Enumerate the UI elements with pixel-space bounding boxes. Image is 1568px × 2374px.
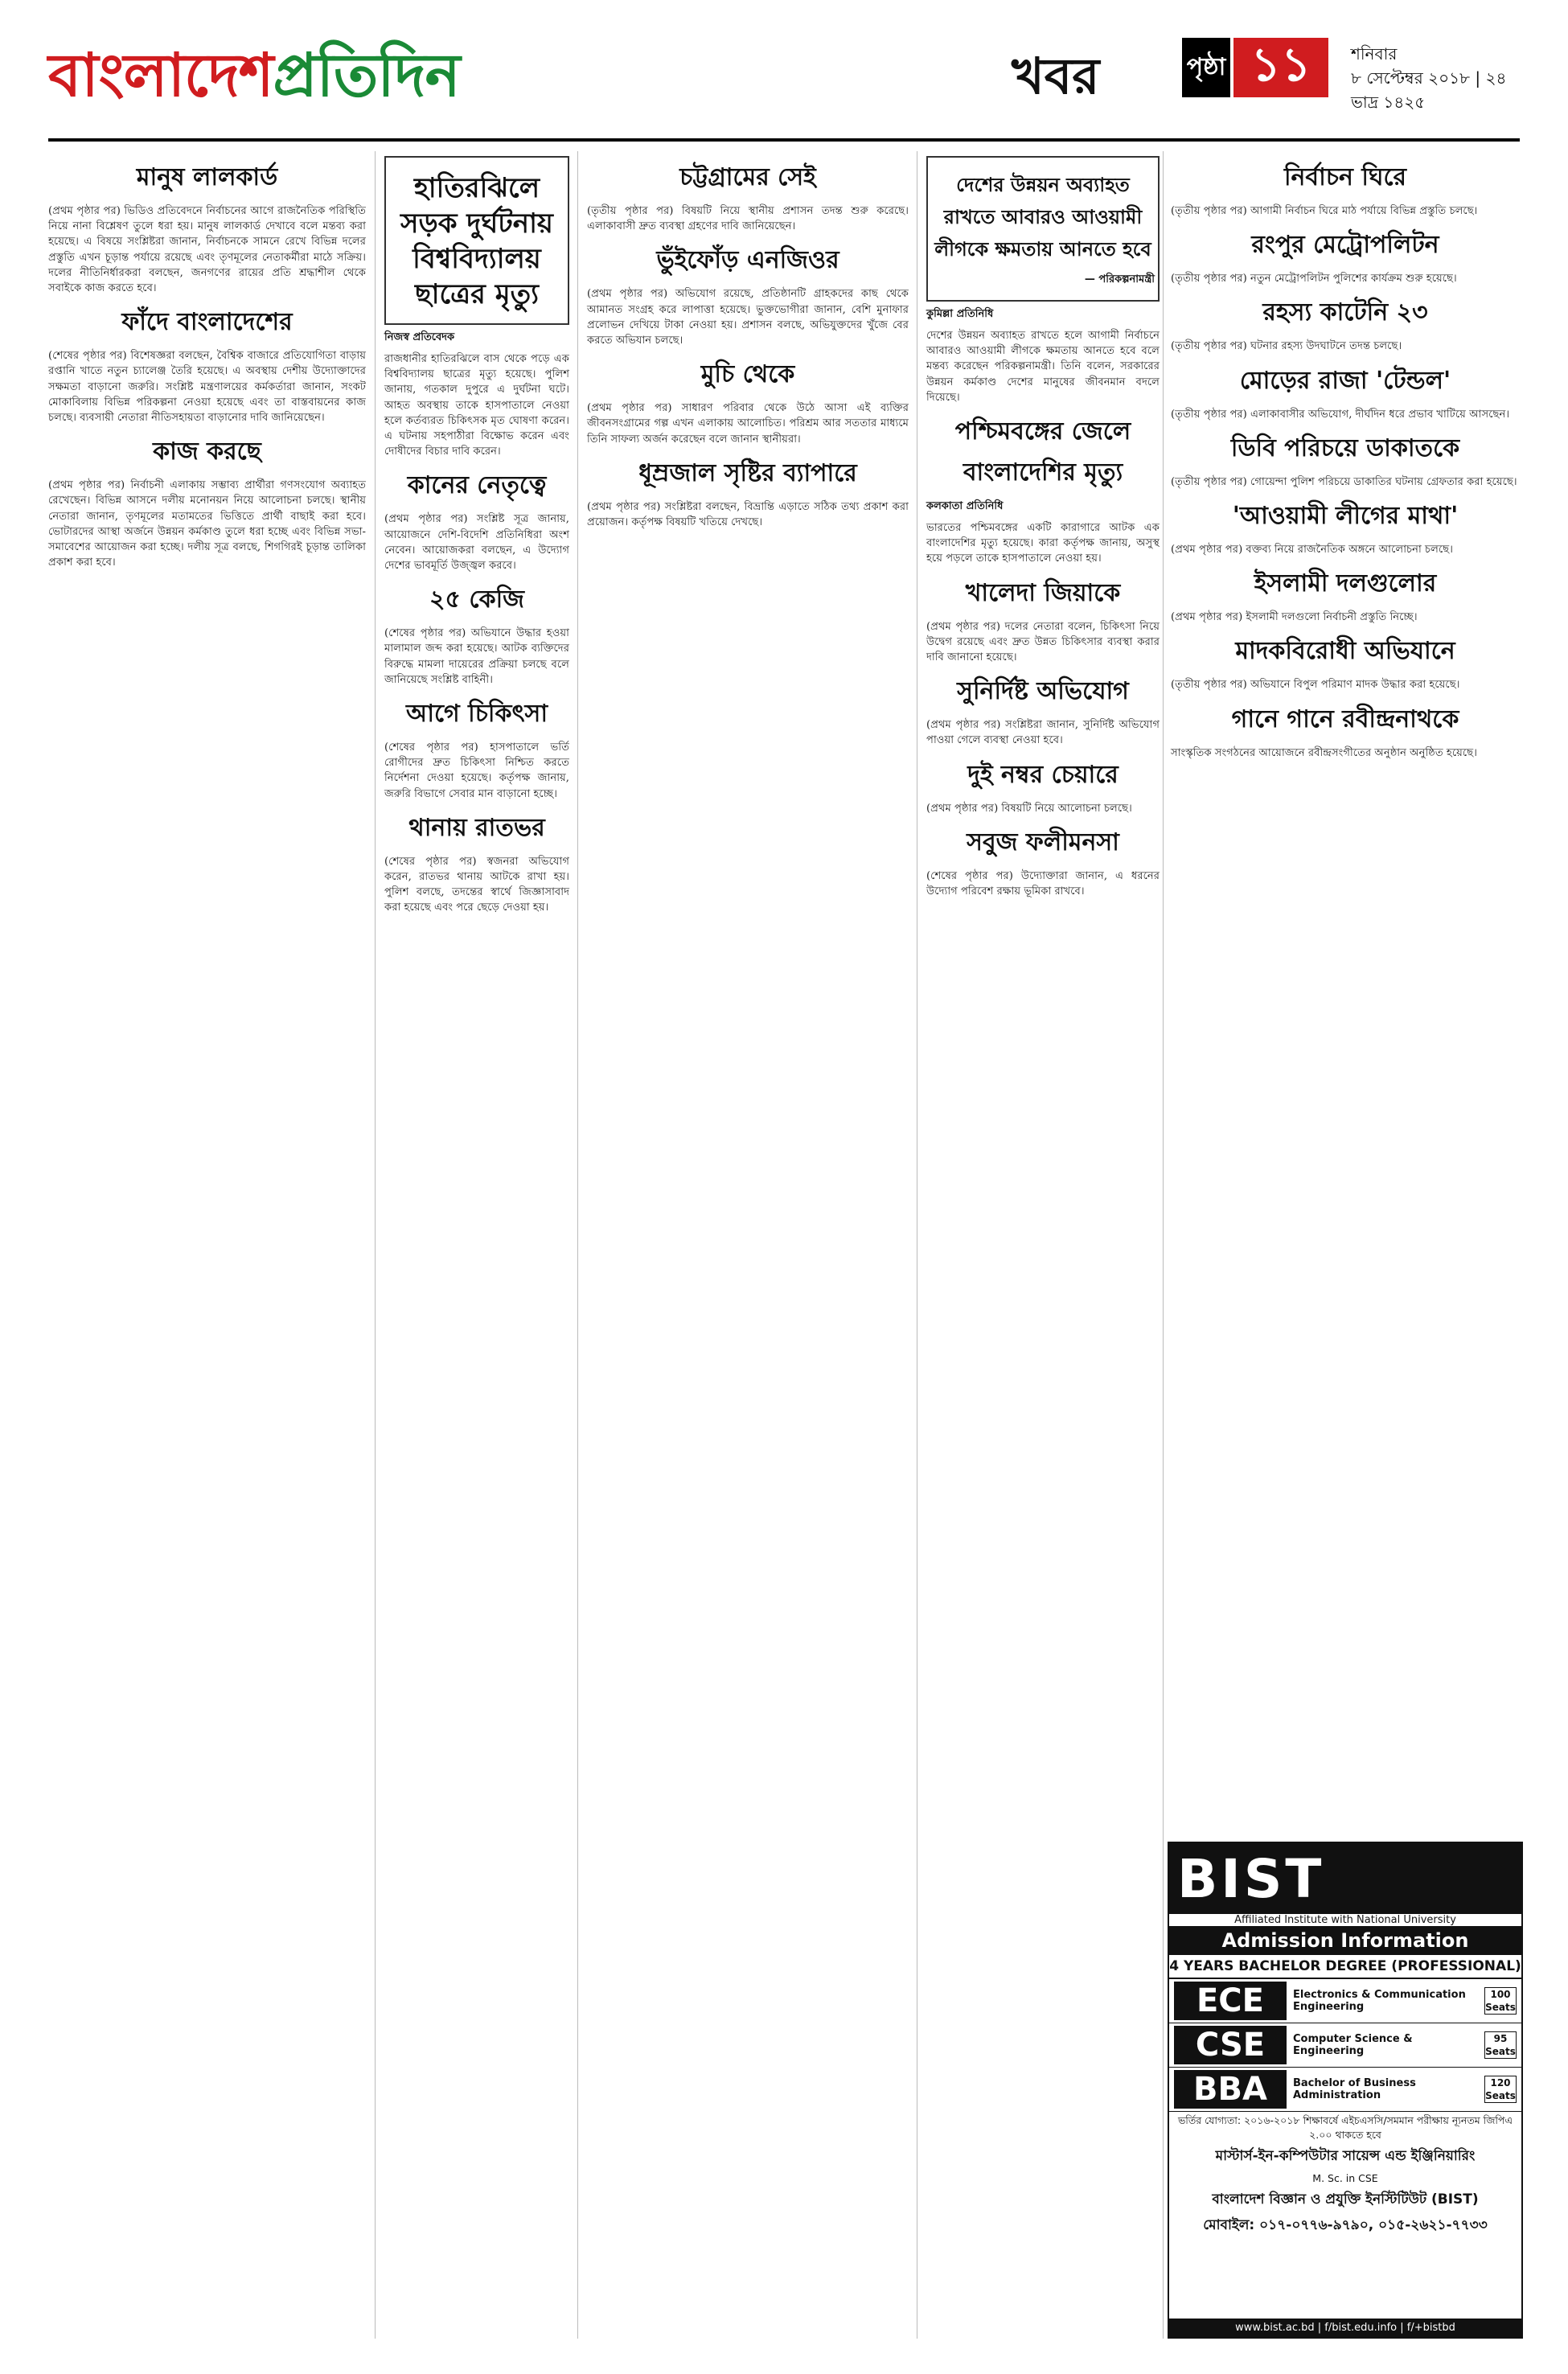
headline[interactable]: রংপুর মেট্রোপলিটন: [1251, 231, 1439, 260]
article-text: (শেষের পৃষ্ঠার পর) অভিযানে উদ্ধার হওয়া মালামাল জব্দ করা হয়েছে। আটক ব্যক্তিদের বিরুদ্ধে মামলা দায়েরের প্রক্রিয়া চলছে বলে জানিয়েছে সংশ্লিষ্ট বাহিনী।: [384, 627, 569, 686]
article-text: (প্রথম পৃষ্ঠার পর) সংশ্লিষ্টরা বলছেন, বিভ্রান্তি এড়াতে সঠিক তথ্য প্রকাশ করা প্রয়োজন। কর্তৃপক্ষ বিষয়টি খতিয়ে দেখছে।: [587, 500, 909, 529]
headline[interactable]: ফাঁদে বাংলাদেশের: [121, 308, 293, 337]
page-label: পৃষ্ঠা: [1182, 38, 1230, 97]
newspaper-logo[interactable]: [48, 31, 460, 129]
column-divider: [375, 151, 376, 2339]
article-text: (তৃতীয় পৃষ্ঠার পর) এলাকাবাসীর অভিযোগ, দীর্ঘদিন ধরে প্রভাব খাটিয়ে আসছেন।: [1171, 408, 1510, 421]
program-row: [1169, 2068, 1521, 2112]
program-row: [1169, 2023, 1521, 2068]
ad-eligibility-note: ভর্তির যোগ্যতা: ২০১৬-২০১৮ শিক্ষাবর্ষে এইচএসসি/সমমান পরীক্ষায় ন্যূনতম জিপিএ ২.০০ থাকতে হবে: [1177, 2114, 1513, 2141]
column-2: [384, 151, 569, 921]
article-text: (প্রথম পৃষ্ঠার পর) বিষয়টি নিয়ে আলোচনা চলছে।: [926, 802, 1132, 815]
program-name: Computer Science & Engineering: [1293, 2033, 1413, 2057]
column-1: [48, 151, 366, 575]
bist-advertisement[interactable]: [1168, 1842, 1523, 2339]
headline[interactable]: সবুজ ফলীমনসা: [967, 828, 1119, 856]
article-text: রাজধানীর হাতিরঝিলে বাস থেকে পড়ে এক বিশ্ববিদ্যালয় ছাত্রের মৃত্যু হয়েছে। পুলিশ জানায়, গতকাল দুপুরে এ দুর্ঘটনা ঘটে। আহত অবস্থায় তাকে হাসপাতালে নেওয়া হলে কর্তব্যরত চিকিৎসক মৃত ঘোষণা করেন। এ ঘটনায় সহপাঠীরা বিক্ষোভ করেন এবং দোষীদের বিচার দাবি করেন।: [384, 353, 569, 458]
masthead-rule: [48, 138, 1520, 142]
article-text: (শেষের পৃষ্ঠার পর) স্বজনরা অভিযোগ করেন, রাতভর থানায় আটকে রাখা হয়। পুলিশ বলছে, তদন্তের স্বার্থে জিজ্ঞাসাবাদ করা হয়েছে এবং পরে ছেড়ে দেওয়া হয়।: [384, 855, 569, 914]
ad-admission-title: Admission Information: [1169, 1926, 1521, 1955]
headline[interactable]: 'আওয়ামী লীগের মাথা': [1232, 502, 1459, 531]
logo-part-1: বাংলাদেশ: [48, 41, 273, 110]
article-text: (প্রথম পৃষ্ঠার পর) সংশ্লিষ্টরা জানান, সুনির্দিষ্ট অভিযোগ পাওয়া গেলে ব্যবস্থা নেওয়া হবে।: [926, 719, 1160, 747]
headline[interactable]: ২৫ কেজি: [429, 585, 524, 614]
headline[interactable]: কানের নেতৃত্বে: [407, 471, 547, 500]
headline[interactable]: গানে গানে রবীন্দ্রনাথকে: [1231, 704, 1459, 733]
section-title: খবর: [1012, 47, 1100, 105]
bist-logo: BIST: [1177, 1847, 1325, 1910]
article-text: (তৃতীয় পৃষ্ঠার পর) আগামী নির্বাচন ঘিরে মাঠ পর্যায়ে বিভিন্ন প্রস্তুতি চলছে।: [1171, 205, 1478, 217]
headline[interactable]: থানায় রাতভর: [408, 813, 545, 842]
dateline: [1351, 42, 1520, 114]
article-text: (তৃতীয় পৃষ্ঠার পর) ঘটনার রহস্য উদঘাটনে তদন্ত চলছে।: [1171, 340, 1402, 353]
column-4: [926, 151, 1160, 904]
article-text: (প্রথম পৃষ্ঠার পর) বক্তব্য নিয়ে রাজনৈতিক অঙ্গনে আলোচনা চলছে।: [1171, 544, 1453, 557]
headline[interactable]: চট্টগ্রামের সেই: [679, 163, 816, 191]
ad-institute: বাংলাদেশ বিজ্ঞান ও প্রযুক্তি ইনস্টিটিউট (BIST): [1212, 2191, 1479, 2208]
ad-affiliation: Affiliated Institute with National University: [1234, 1914, 1456, 1926]
program-code: BBA: [1174, 2070, 1287, 2109]
column-3: [587, 151, 909, 535]
article-text: (তৃতীয় পৃষ্ঠার পর) অভিযানে বিপুল পরিমাণ মাদক উদ্ধার করা হয়েছে।: [1171, 679, 1460, 692]
headline[interactable]: পশ্চিমবঙ্গের জেলে বাংলাদেশির মৃত্যু: [954, 417, 1131, 487]
masthead: [48, 16, 1520, 137]
program-code: ECE: [1174, 1982, 1287, 2020]
page-number-box: [1182, 35, 1335, 100]
article-text: (প্রথম পৃষ্ঠার পর) নির্বাচনী এলাকায় সম্ভাব্য প্রার্থীরা গণসংযোগ অব্যাহত রেখেছেন। বিভিন্ন আসনে দলীয় মনোনয়ন নিয়ে আলোচনা চলছে। স্থানীয় নেতারা জানান, তৃণমূলের মতামতের ভিত্তিতে প্রার্থী বাছাই করা হবে। ভোটারদের আস্থা অর্জনে উন্নয়ন কর্মকাণ্ড তুলে ধরা হচ্ছে এবং বিভিন্ন সভা-সমাবেশের আয়োজন করা হচ্ছে। দলীয় সূত্র বলছে, শিগগিরই চূড়ান্ত তালিকা প্রকাশ করা হবে।: [48, 479, 366, 569]
headline[interactable]: দুই নম্বর চেয়ারে: [967, 760, 1119, 789]
headline[interactable]: সুনির্দিষ্ট অভিযোগ: [957, 677, 1129, 706]
ad-mobile: মোবাইল: ০১৭-০৭৭৬-৯৭৯০, ০১৫-২৬২১-৭৭৩৩: [1203, 2217, 1488, 2233]
headline[interactable]: নির্বাচন ঘিরে: [1283, 163, 1407, 191]
program-name: Electronics & Communication Engineering: [1293, 1989, 1466, 2013]
headline[interactable]: ধূম্রজাল সৃষ্টির ব্যাপারে: [638, 458, 857, 487]
program-seats: 95 Seats: [1485, 2033, 1516, 2057]
column-divider: [577, 151, 578, 2339]
article-text: (প্রথম পৃষ্ঠার পর) সাধারণ পরিবার থেকে উঠে আসা এই ব্যক্তির জীবনসংগ্রামের গল্প এখন এলাকায় আলোচিত। পরিশ্রম আর সততার মাধ্যমে তিনি সাফল্য অর্জন করেছেন বলে জানান স্থানীয়রা।: [587, 402, 909, 446]
column-divider: [1163, 151, 1164, 2339]
article-text: (শেষের পৃষ্ঠার পর) বিশেষজ্ঞরা বলছেন, বৈশ্বিক বাজারে প্রতিযোগিতা বাড়ায় রপ্তানি খাতে নতুন চ্যালেঞ্জ তৈরি হয়েছে। এ অবস্থায় দেশীয় উদ্যোক্তাদের সক্ষমতা বাড়ানো জরুরি। সংশ্লিষ্ট মন্ত্রণালয়ের কর্মকর্তারা জানান, সংকট মোকাবিলায় বিভিন্ন পরিকল্পনা নেওয়া হয়েছে এবং তা বাস্তবায়নের কাজ চলছে। ব্যবসায়ী নেতারা নীতিসহায়তা বাড়ানোর দাবি জানিয়েছেন।: [48, 350, 366, 425]
headline[interactable]: আগে চিকিৎসা: [405, 700, 548, 729]
headline[interactable]: মুচি থেকে: [700, 360, 795, 389]
headline-box: [384, 156, 569, 325]
dateline-place: কুমিল্লা প্রতিনিধি: [926, 308, 994, 320]
program-name: Bachelor of Business Administration: [1293, 2077, 1416, 2101]
article-text: দেশের উন্নয়ন অব্যাহত রাখতে হলে আগামী নির্বাচনে আবারও আওয়ামী লীগকে ক্ষমতায় আনতে হবে বলে মন্তব্য করেছেন পরিকল্পনামন্ত্রী। তিনি বলেন, সরকারের উন্নয়ন কর্মকাণ্ড দেশের মানুষের জীবনমান বদলে দিয়েছে।: [926, 330, 1160, 404]
ad-masters: মাস্টার্স-ইন-কম্পিউটার সায়েন্স এন্ড ইঞ্জিনিয়ারিং: [1215, 2148, 1476, 2164]
byline: নিজস্ব প্রতিবেদক: [384, 331, 455, 343]
program-seats: 100 Seats: [1485, 1989, 1516, 2013]
headline[interactable]: দেশের উন্নয়ন অব্যাহত রাখতে আবারও আওয়ামী লীগকে ক্ষমতায় আনতে হবে: [934, 174, 1151, 261]
article-text: (তৃতীয় পৃষ্ঠার পর) বিষয়টি নিয়ে স্থানীয় প্রশাসন তদন্ত শুরু করেছে। এলাকাবাসী দ্রুত ব্যবস্থা গ্রহণের দাবি জানিয়েছেন।: [587, 205, 909, 233]
ad-msc: M. Sc. in CSE: [1312, 2172, 1378, 2184]
headline[interactable]: রহস্য কাটেনি ২৩: [1262, 298, 1428, 327]
article-text: (প্রথম পৃষ্ঠার পর) ইসলামী দলগুলো নির্বাচনী প্রস্তুতি নিচ্ছে।: [1171, 611, 1418, 624]
headline[interactable]: মাদকবিরোধী অভিযানে: [1235, 637, 1455, 666]
headline[interactable]: ভুঁইফোঁড় এনজিওর: [656, 246, 839, 275]
article-text: (শেষের পৃষ্ঠার পর) উদ্যোক্তারা জানান, এ ধরনের উদ্যোগ পরিবেশ রক্ষায় ভূমিকা রাখবে।: [926, 869, 1160, 898]
headline[interactable]: খালেদা জিয়াকে: [965, 578, 1121, 607]
headline[interactable]: কাজ করছে: [153, 437, 261, 466]
day-label: শনিবার: [1351, 44, 1398, 64]
byline: — পরিকল্পনামন্ত্রী: [1084, 273, 1155, 285]
article-text: (তৃতীয় পৃষ্ঠার পর) নতুন মেট্রোপলিটন পুলিশের কার্যক্রম শুরু হয়েছে।: [1171, 273, 1457, 285]
program-row: [1169, 1979, 1521, 2023]
program-code: CSE: [1174, 2026, 1287, 2064]
page-number: ১১: [1233, 38, 1328, 97]
article-text: সাংস্কৃতিক সংগঠনের আয়োজনে রবীন্দ্রসংগীতের অনুষ্ঠান অনুষ্ঠিত হয়েছে।: [1171, 746, 1477, 759]
dateline-place: কলকাতা প্রতিনিধি: [926, 500, 1004, 513]
headline-box: [926, 156, 1160, 302]
article-text: ভারতের পশ্চিমবঙ্গের একটি কারাগারে আটক এক বাংলাদেশির মৃত্যু হয়েছে। কারা কর্তৃপক্ষ জানায়, অসুস্থ হয়ে পড়লে তাকে হাসপাতালে নেওয়া হয়।: [926, 522, 1160, 565]
headline[interactable]: মোড়ের রাজা 'টেন্ডল': [1239, 366, 1451, 395]
ad-degree: 4 YEARS BACHELOR DEGREE (PROFESSIONAL): [1169, 1955, 1521, 1979]
column-5: [1171, 151, 1520, 766]
ad-web[interactable]: www.bist.ac.bd | f/bist.edu.info | f/+bistbd: [1169, 2319, 1521, 2337]
program-seats: 120 Seats: [1485, 2077, 1516, 2101]
date-label: ৮ সেপ্টেম্বর ২০১৮ | ২৪ ভাদ্র ১৪২৫: [1351, 68, 1507, 112]
headline[interactable]: মানুষ লালকার্ড: [136, 163, 278, 191]
article-text: (প্রথম পৃষ্ঠার পর) দলের নেতারা বলেন, চিকিৎসা নিয়ে উদ্বেগ রয়েছে এবং দ্রুত উন্নত চিকিৎসার ব্যবস্থা করার দাবি জানানো হয়েছে।: [926, 620, 1160, 664]
article-text: (প্রথম পৃষ্ঠার পর) অভিযোগ রয়েছে, প্রতিষ্ঠানটি গ্রাহকদের কাছ থেকে আমানত সংগ্রহ করে লাপাত্তা হয়েছে। ভুক্তভোগীরা জানান, বেশি মুনাফার প্রলোভন দেখিয়ে টাকা নেওয়া হয়। প্রশাসন বলছে, অভিযুক্তদের খুঁজে বের করতে অভিযান চলছে।: [587, 288, 909, 347]
logo-part-2: প্রতিদিন: [273, 41, 460, 110]
ad-header: [1169, 1843, 1521, 1914]
article-text: (প্রথম পৃষ্ঠার পর) সংশ্লিষ্ট সূত্র জানায়, আয়োজনে দেশি-বিদেশি প্রতিনিধিরা অংশ নেবেন। আয়োজকরা বলছেন, এ উদ্যোগ দেশের ভাবমূর্তি উজ্জ্বল করবে।: [384, 513, 569, 573]
headline[interactable]: ডিবি পরিচয়ে ডাকাতকে: [1230, 433, 1460, 462]
headline[interactable]: ইসলামী দলগুলোর: [1254, 569, 1437, 598]
article-text: (তৃতীয় পৃষ্ঠার পর) গোয়েন্দা পুলিশ পরিচয়ে ডাকাতির ঘটনায় গ্রেফতার করা হয়েছে।: [1171, 475, 1517, 488]
article-text: (শেষের পৃষ্ঠার পর) হাসপাতালে ভর্তি রোগীদের দ্রুত চিকিৎসা নিশ্চিত করতে নির্দেশনা দেওয়া হয়েছে। কর্তৃপক্ষ জানায়, জরুরি বিভাগে সেবার মান বাড়ানো হচ্ছে।: [384, 741, 569, 800]
headline[interactable]: হাতিরঝিলে সড়ক দুর্ঘটনায় বিশ্ববিদ্যালয় ছাত্রের মৃত্যু: [400, 172, 553, 310]
article-text: (প্রথম পৃষ্ঠার পর) ভিডিও প্রতিবেদনে নির্বাচনের আগে রাজনৈতিক পরিস্থিতি নিয়ে নানা বিশ্লেষণ তুলে ধরা হয়। মানুষ লালকার্ড দেখাবে বলে মন্তব্য করা হয়েছে। এ বিষয়ে সংশ্লিষ্টরা জানান, নির্বাচনকে সামনে রেখে বিভিন্ন দলের প্রস্তুতি এখন চূড়ান্ত পর্যায়ে রয়েছে এবং তৃণমূলের নেতাকর্মীরা মাঠে সক্রিয়। দলের নীতিনির্ধারকরা বলছেন, জনগণের রায়ের প্রতি শ্রদ্ধাশীল থেকে সবাইকে কাজ করতে হবে।: [48, 205, 366, 295]
